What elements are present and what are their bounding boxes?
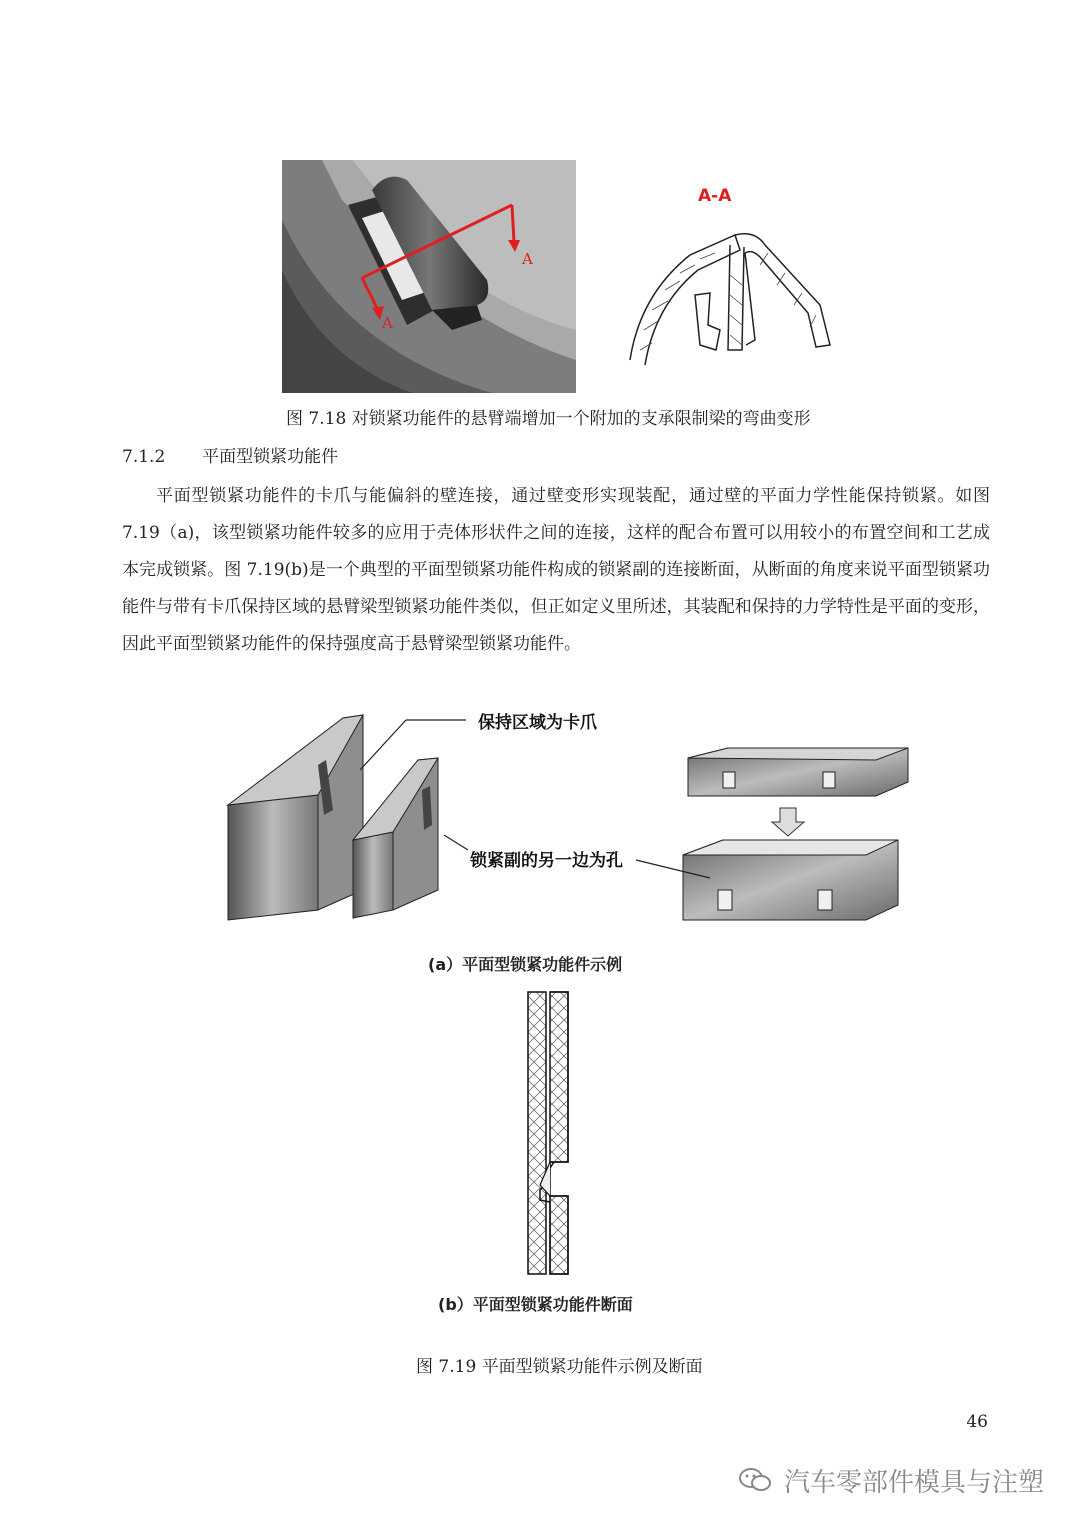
wechat-icon [738,1466,772,1501]
callout-claw-label: 保持区域为卡爪 [478,713,597,733]
page-number: 46 [966,1412,988,1432]
section-label: A-A [698,186,732,206]
figure-7-19a-illustration [218,700,930,940]
figure-7-19a-subcaption: (a）平面型锁紧功能件示例 [428,955,623,974]
callout-hole-label: 锁紧副的另一边为孔 [470,851,623,871]
figure-7-18-render [282,160,576,393]
watermark [738,1462,1044,1501]
arrow-label-bottom: A [382,314,393,332]
figure-7-19b-subcaption: (b）平面型锁紧功能件断面 [438,1295,633,1314]
figure-7-19b-section [510,990,590,1280]
watermark-text: 汽车零部件模具与注塑 [783,1468,1044,1498]
figure-7-19-caption: 图 7.19 平面型锁紧功能件示例及断面 [416,1357,703,1377]
figure-7-18-caption: 图 7.18 对锁紧功能件的悬臂端增加一个附加的支承限制梁的弯曲变形 [286,409,811,429]
arrow-label-top: A [522,250,533,268]
section-number: 7.1.2 [122,447,166,467]
section-title: 平面型锁紧功能件 [202,447,339,467]
figure-7-18-section [620,175,840,375]
section-heading [122,442,338,467]
body-paragraph: 平面型锁紧功能件的卡爪与能偏斜的壁连接，通过壁变形实现装配，通过壁的平面力学性能保持锁紧。如图 7.19（a)，该型锁紧功能件较多的应用于壳体形状件之间的连接，这样的配合布置可以用较小的布置空间和工艺成本完成锁紧。图 7.19(b)是一个典型的平面型锁紧功能件构成的锁紧副的连接断面，从断面的角度来说平面型锁紧功能件与带有卡爪保持区域的悬臂梁型锁紧功能件类似，但正如定义里所述，其装配和保持的力学特性是平面的变形，因此平面型锁紧功能件的保持强度高于悬臂梁型锁紧功能件。 [122,486,990,654]
